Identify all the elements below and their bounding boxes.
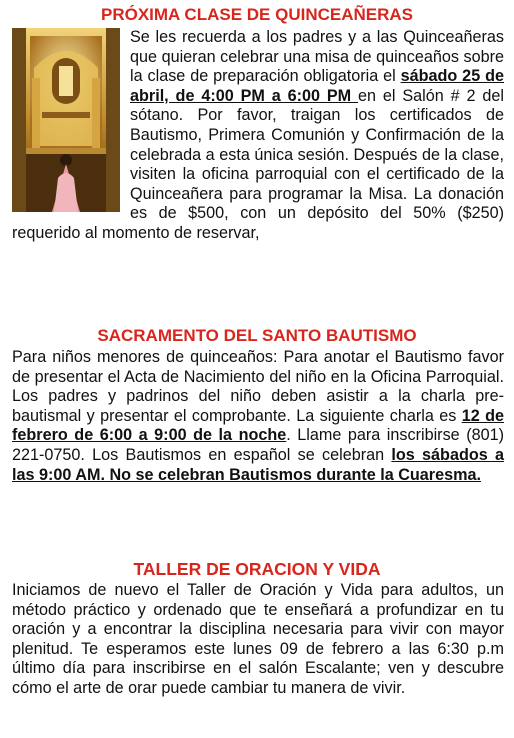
- quinceanera-heading: PRÓXIMA CLASE DE QUINCEAÑERAS: [100, 5, 413, 24]
- baptism-schedule: los sábados a las 9:00 AM. No se celebran Bautismos durante la Cuaresma.: [12, 445, 504, 484]
- quinceanera-altar-photo: [12, 28, 120, 212]
- baptism-text-2: . Llame para inscribirse (801) 221-0750. Los Bautismos en español se celebran: [12, 426, 504, 464]
- quinceanera-paragraph: [12, 28, 504, 244]
- baptism-paragraph: [12, 348, 504, 485]
- quinceanera-date: sábado 25 de abril, de 4:00 PM a 6:00 PM: [130, 67, 504, 105]
- prayer-workshop-paragraph: Iniciamos de nuevo el Taller de Oración y Vida para adultos, un método práctico y ordenado que te enseñará a profundizar en tu oración y a encontrar la disciplina necesaria para vivir con mayor plenitud. Te esperamos este lunes 09 de febrero a las 6:30 p.m último día para inscribirse en el salón Escalante; ven y descubre cómo el arte de orar puede cambiar tu manera de vivir.: [12, 581, 504, 697]
- baptism-heading: SACRAMENTO DEL SANTO BAUTISMO: [97, 326, 417, 345]
- baptism-text-1: Para niños menores de quinceaños: Para anotar el Bautismo favor de presentar el Acta de Nacimiento del niño en la Oficina Parroquial. Los padres y padrinos del niño deben asistir a la charla pre-bautismal y presentar el comprobante. La siguiente charla es: [12, 348, 504, 425]
- quinceanera-text-1: Se les recuerda a los padres y a las Quinceañeras que quieran celebrar una misa de quinceaños sobre la clase de preparación obligatoria el: [130, 28, 504, 86]
- baptism-talk-date: 12 de febrero de 6:00 a 9:00 de la noche: [12, 406, 504, 445]
- quinceanera-section: [0, 5, 514, 244]
- quinceanera-text-2: en el Salón # 2 del sótano. Por favor, traigan los certificados de Bautismo, Primera Comunión y Confirmación de la celebrada a esta única sesión. Después de la clase, visiten la oficina parroquial con el certificado de la Quinceañera para programar la Misa. La donación es de $500, con un depósito del 50% ($250) requerido al momento de reservar,: [12, 86, 504, 242]
- prayer-workshop-heading: TALLER DE ORACION Y VIDA: [133, 559, 381, 579]
- prayer-workshop-section: [0, 559, 514, 699]
- baptism-section: [0, 326, 514, 485]
- altar-image: [12, 28, 120, 212]
